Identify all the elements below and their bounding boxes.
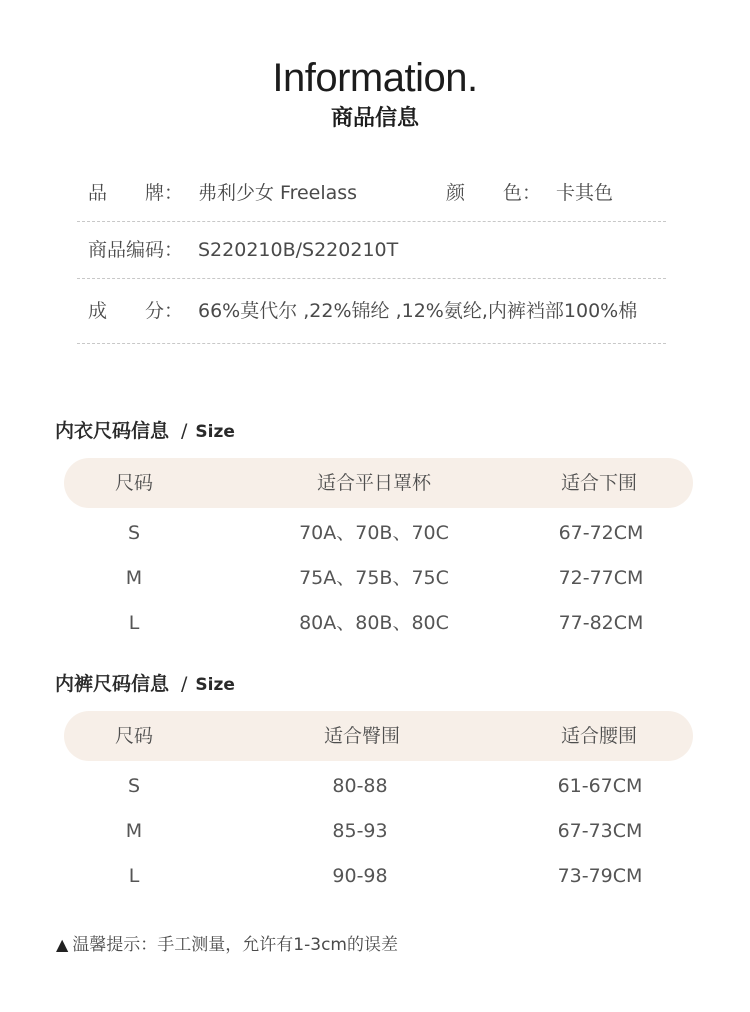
- info-row-brand-color: [77, 165, 666, 222]
- code-label: 商品编码：: [88, 239, 184, 261]
- table-cell: 72-77CM: [558, 567, 644, 589]
- table-cell: 70A、70B、70C: [299, 522, 449, 544]
- header-cell: 适合下围: [560, 472, 638, 494]
- table-row: [64, 601, 693, 646]
- table-cell: 67-72CM: [558, 522, 644, 544]
- table-row: [64, 854, 693, 899]
- color-label: 颜 色：: [446, 182, 542, 204]
- table-cell: M: [125, 820, 143, 842]
- table-cell: S: [127, 775, 141, 797]
- table-cell: M: [125, 567, 143, 589]
- brand-value: 弗利少女 Freelass: [198, 182, 358, 204]
- table-row: [64, 511, 693, 556]
- table-cell: 73-79CM: [557, 865, 643, 887]
- page-title-en: Information.: [272, 56, 478, 100]
- page-header: [0, 56, 750, 134]
- table-cell: 61-67CM: [557, 775, 643, 797]
- table-cell: L: [128, 865, 140, 887]
- table-header: [64, 711, 693, 761]
- title-slash: /: [181, 420, 188, 442]
- header-cell: 适合平日罩杯: [316, 472, 432, 494]
- table-cell: L: [128, 612, 140, 634]
- panty-size-title-cn: 内裤尺码信息: [55, 673, 170, 695]
- bra-size-title-cn: 内衣尺码信息: [55, 420, 170, 442]
- header-cell: 尺码: [114, 725, 154, 747]
- info-row-code: [77, 222, 666, 279]
- page-title-cn: 商品信息: [330, 106, 419, 131]
- table-row: [64, 556, 693, 601]
- table-cell: 90-98: [332, 865, 388, 887]
- table-row: [64, 764, 693, 809]
- notice-text: 温馨提示：手工测量，允许有1-3cm的误差: [72, 935, 398, 955]
- table-cell: 80-88: [332, 775, 388, 797]
- panty-size-title-en: Size: [195, 675, 235, 695]
- bra-size-title: [55, 416, 235, 443]
- table-cell: 85-93: [332, 820, 388, 842]
- title-slash: /: [181, 673, 188, 695]
- panty-size-table: [64, 711, 693, 899]
- table-cell: 67-73CM: [557, 820, 643, 842]
- table-cell: 75A、75B、75C: [299, 567, 449, 589]
- table-cell: 80A、80B、80C: [299, 612, 449, 634]
- brand-label: 品 牌：: [88, 182, 184, 204]
- code-value: S220210B/S220210T: [198, 239, 399, 261]
- header-cell: 尺码: [114, 472, 154, 494]
- measurement-notice: [56, 932, 398, 958]
- table-header: [64, 458, 693, 508]
- header-cell: 适合臀围: [323, 725, 401, 747]
- table-row: [64, 809, 693, 854]
- table-cell: 77-82CM: [558, 612, 644, 634]
- info-row-material: [77, 279, 666, 344]
- panty-size-title: [55, 669, 235, 696]
- material-value: 66%莫代尔 ,22%锦纶 ,12%氨纶,内裤裆部100%棉: [198, 300, 638, 322]
- product-info: [77, 165, 666, 344]
- warning-icon: ▲: [56, 935, 69, 954]
- header-cell: 适合腰围: [560, 725, 638, 747]
- bra-size-table: [64, 458, 693, 646]
- material-label: 成 分：: [88, 300, 184, 322]
- color-value: 卡其色: [556, 182, 614, 204]
- table-cell: S: [127, 522, 141, 544]
- bra-size-title-en: Size: [195, 422, 235, 442]
